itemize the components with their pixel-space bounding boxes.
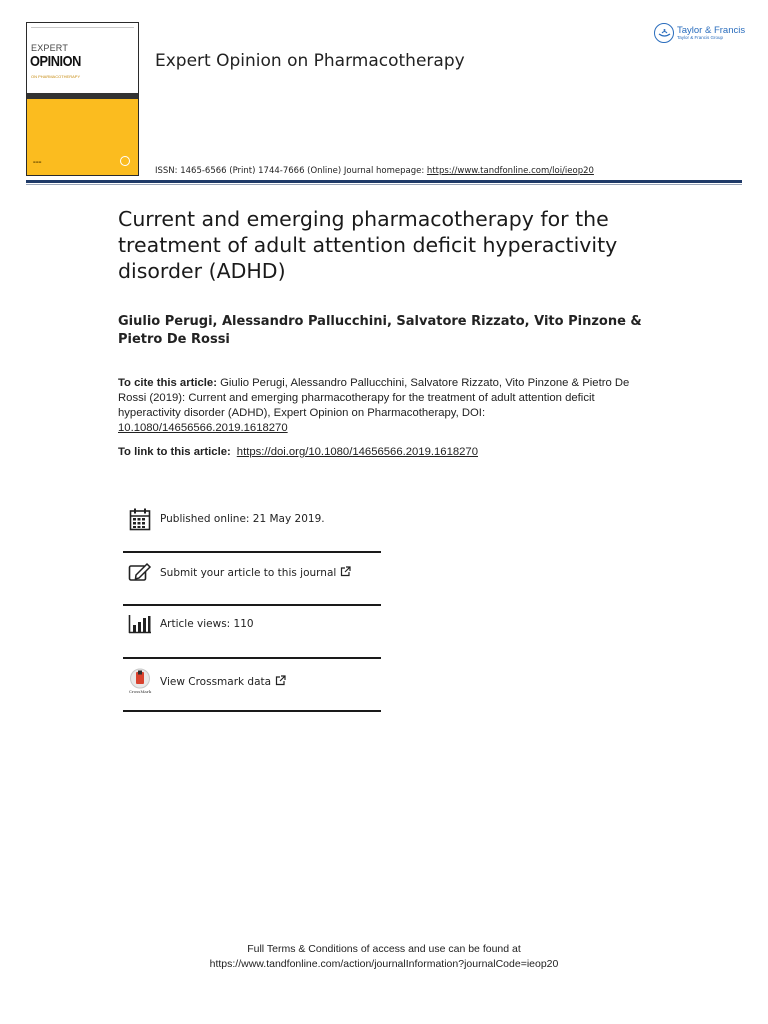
publisher-name: Taylor & Francis bbox=[677, 24, 746, 36]
cover-badge bbox=[120, 156, 130, 166]
publisher-logo[interactable] bbox=[654, 23, 745, 43]
article-link-line bbox=[118, 446, 478, 458]
article-doi-link[interactable]: https://doi.org/10.1080/14656566.2019.1618270 bbox=[236, 446, 478, 458]
info-divider bbox=[123, 551, 381, 553]
cover-yellow-panel bbox=[27, 99, 138, 175]
header-rule bbox=[26, 180, 742, 183]
journal-homepage-link[interactable]: https://www.tandfonline.com/loi/ieop20 bbox=[426, 166, 594, 176]
tf-logo-icon bbox=[654, 23, 674, 43]
cover-series-top: EXPERT bbox=[31, 43, 69, 53]
info-divider bbox=[123, 657, 381, 659]
calendar-icon bbox=[127, 507, 153, 531]
cite-text: Giulio Perugi, Alessandro Pallucchini, Salvatore Rizzato, Vito Pinzone & Pietro De Rossi (2019): Current and emerging pharmacotherapy for the treatment of adult attention deficit hyperactivity disorder (ADHD), Expert Opinion on Pharmacotherapy, DOI: bbox=[118, 377, 630, 419]
svg-text:CrossMark: CrossMark bbox=[128, 689, 152, 694]
publisher-group: Taylor & Francis Group bbox=[677, 34, 724, 40]
footer-terms-text: Full Terms & Conditions of access and use can be found at bbox=[247, 943, 521, 955]
article-authors: Giulio Perugi, Alessandro Pallucchini, Salvatore Rizzato, Vito Pinzone & Pietro De Rossi bbox=[118, 314, 642, 347]
published-text: Published online: 21 May 2019. bbox=[160, 513, 325, 525]
footer-terms-link[interactable]: https://www.tandfonline.com/action/journalInformation?journalCode=ieop20 bbox=[209, 957, 559, 970]
issn-text: ISSN: 1465-6566 (Print) 1744-7666 (Online) Journal homepage: bbox=[155, 166, 427, 176]
submit-article-link[interactable]: Submit your article to this journal bbox=[160, 566, 351, 579]
link-label: To link to this article: bbox=[118, 446, 231, 458]
cover-divider bbox=[31, 27, 134, 31]
views-row[interactable] bbox=[123, 614, 381, 634]
citation-block bbox=[118, 376, 638, 436]
info-divider bbox=[123, 604, 381, 606]
header-rule-thin bbox=[26, 184, 742, 185]
bar-chart-icon bbox=[127, 614, 153, 634]
issn-line bbox=[155, 166, 594, 176]
journal-title[interactable]: Expert Opinion on Pharmacotherapy bbox=[155, 51, 465, 71]
edit-icon bbox=[127, 562, 153, 582]
crossmark-icon bbox=[127, 668, 153, 694]
cover-series-name: OPINION bbox=[30, 53, 81, 70]
external-link-icon bbox=[275, 675, 286, 686]
footer bbox=[0, 942, 768, 971]
cite-label: To cite this article: bbox=[118, 377, 217, 389]
cover-subtitle: ON PHARMACOTHERAPY bbox=[31, 74, 81, 79]
crossmark-link[interactable]: View Crossmark data bbox=[160, 675, 286, 688]
external-link-icon bbox=[340, 566, 351, 577]
submit-row[interactable] bbox=[123, 562, 381, 582]
cover-tiny-text: ▬▬▬ bbox=[33, 160, 42, 164]
crossmark-row[interactable] bbox=[123, 668, 381, 694]
published-row bbox=[123, 507, 381, 531]
info-divider bbox=[123, 710, 381, 712]
cite-doi-link[interactable]: 10.1080/14656566.2019.1618270 bbox=[118, 422, 288, 434]
journal-cover bbox=[26, 22, 139, 176]
article-views-link[interactable]: Article views: 110 bbox=[160, 618, 254, 630]
article-title: Current and emerging pharmacotherapy for the treatment of adult attention deficit hyperactivity disorder (ADHD) bbox=[118, 207, 618, 283]
